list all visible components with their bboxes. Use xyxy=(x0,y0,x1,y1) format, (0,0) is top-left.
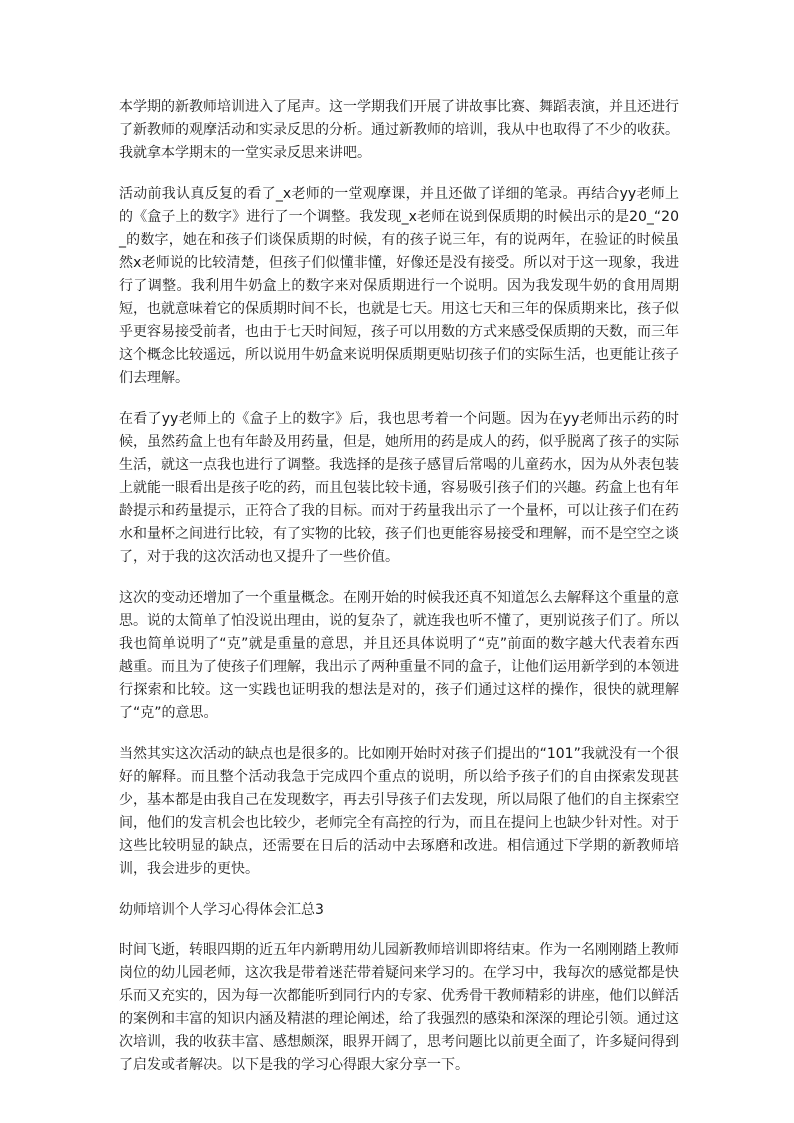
document-page xyxy=(119,96,679,1077)
paragraph-training-summary: 时间飞逝，转眼四期的近五年内新聘用幼儿园新教师培训即将结束。作为一名刚刚踏上教师岗位的幼儿园老师，这次我是带着迷茫带着疑问来学习的。在学习中，我每次的感觉都是快乐而又充实的，因为每一次都能听到同行内的专家、优秀骨干教师精彩的讲座，他们以鲜活的案例和丰富的知识内涵及精湛的理论阐述，给了我强烈的感染和深深的理论引领。通过这次培训，我的收获丰富、感想颇深，眼界开阔了，思考问题比以前更全面了，许多疑问得到了启发或者解决。以下是我的学习心得跟大家分享一下。 xyxy=(119,942,679,1073)
paragraph-shortcomings: 当然其实这次活动的缺点也是很多的。比如刚开始时对孩子们提出的“101”我就没有一个很好的解释。而且整个活动我急于完成四个重点的说明，所以给予孩子们的自由探索发现甚少，基本都是由我自己在发现数字，再去引导孩子们去发现，所以局限了他们的自主探索空间，他们的发言机会也比较少，老师完全有高控的行为，而且在提问上也缺少针对性。对于这些比较明显的缺点，还需要在日后的活动中去琢磨和改进。相信通过下学期的新教师培训，我会进步的更快。 xyxy=(119,746,679,877)
paragraph-intro: 本学期的新教师培训进入了尾声。这一学期我们开展了讲故事比赛、舞蹈表演，并且还进行了新教师的观摩活动和实录反思的分析。通过新教师的培训，我从中也取得了不少的收获。我就拿本学期末的一堂实录反思来讲吧。 xyxy=(119,99,679,161)
paragraph-adjustment-shelf-life: 活动前我认真反复的看了_x老师的一堂观摩课，并且还做了详细的笔录。再结合yy老师上的《盒子上的数字》进行了一个调整。我发现_x老师在说到保质期的时候出示的是20_“20_的数字，她在和孩子们谈保质期的时候，有的孩子说三年，有的说两年，在验证的时候虽然x老师说的比较清楚，但孩子们似懂非懂，好像还是没有接受。所以对于这一现象，我进行了调整。我利用牛奶盒上的数字来对保质期进行一个说明。因为我发现牛奶的食用周期短，也就意味着它的保质期时间不长，也就是七天。用这七天和三年的保质期来比，孩子似乎更容易接受前者，也由于七天时间短，孩子可以用数的方式来感受保质期的天数，而三年这个概念比较遥远，所以说用牛奶盒来说明保质期更贴切孩子们的实际生活，也更能让孩子们去理解。 xyxy=(119,186,679,386)
section-heading: 幼师培训个人学习心得体会汇总3 xyxy=(119,902,324,918)
paragraph-adjustment-medicine: 在看了yy老师上的《盒子上的数字》后，我也思考着一个问题。因为在yy老师出示药的时候，虽然药盒上也有年龄及用药量，但是，她所用的药是成人的药，似乎脱离了孩子的实际生活，就这一点我也进行了调整。我选择的是孩子感冒后常喝的儿童药水，因为从外表包装上就能一眼看出是孩子吃的药，而且包装比较卡通，容易吸引孩子们的兴趣。药盒上也有年龄提示和药量提示，正符合了我的目标。而对于药量我出示了一个量杯，可以让孩子们在药水和量杯之间进行比较，有了实物的比较，孩子们也更能容易接受和理解，而不是空空之谈了，对于我的这次活动也又提升了一些价值。 xyxy=(119,411,679,565)
paragraph-weight-concept: 这次的变动还增加了一个重量概念。在刚开始的时候我还真不知道怎么去解释这个重量的意思。说的太简单了怕没说出理由，说的复杂了，就连我也听不懂了，更别说孩子们了。所以我也简单说明了“克”就是重量的意思，并且还具体说明了“克”前面的数字越大代表着东西越重。而且为了使孩子们理解，我出示了两种重量不同的盒子，让他们运用新学到的本领进行探索和比较。这一实践也证明我的想法是对的，孩子们通过这样的操作，很快的就理解了“克”的意思。 xyxy=(119,590,679,721)
